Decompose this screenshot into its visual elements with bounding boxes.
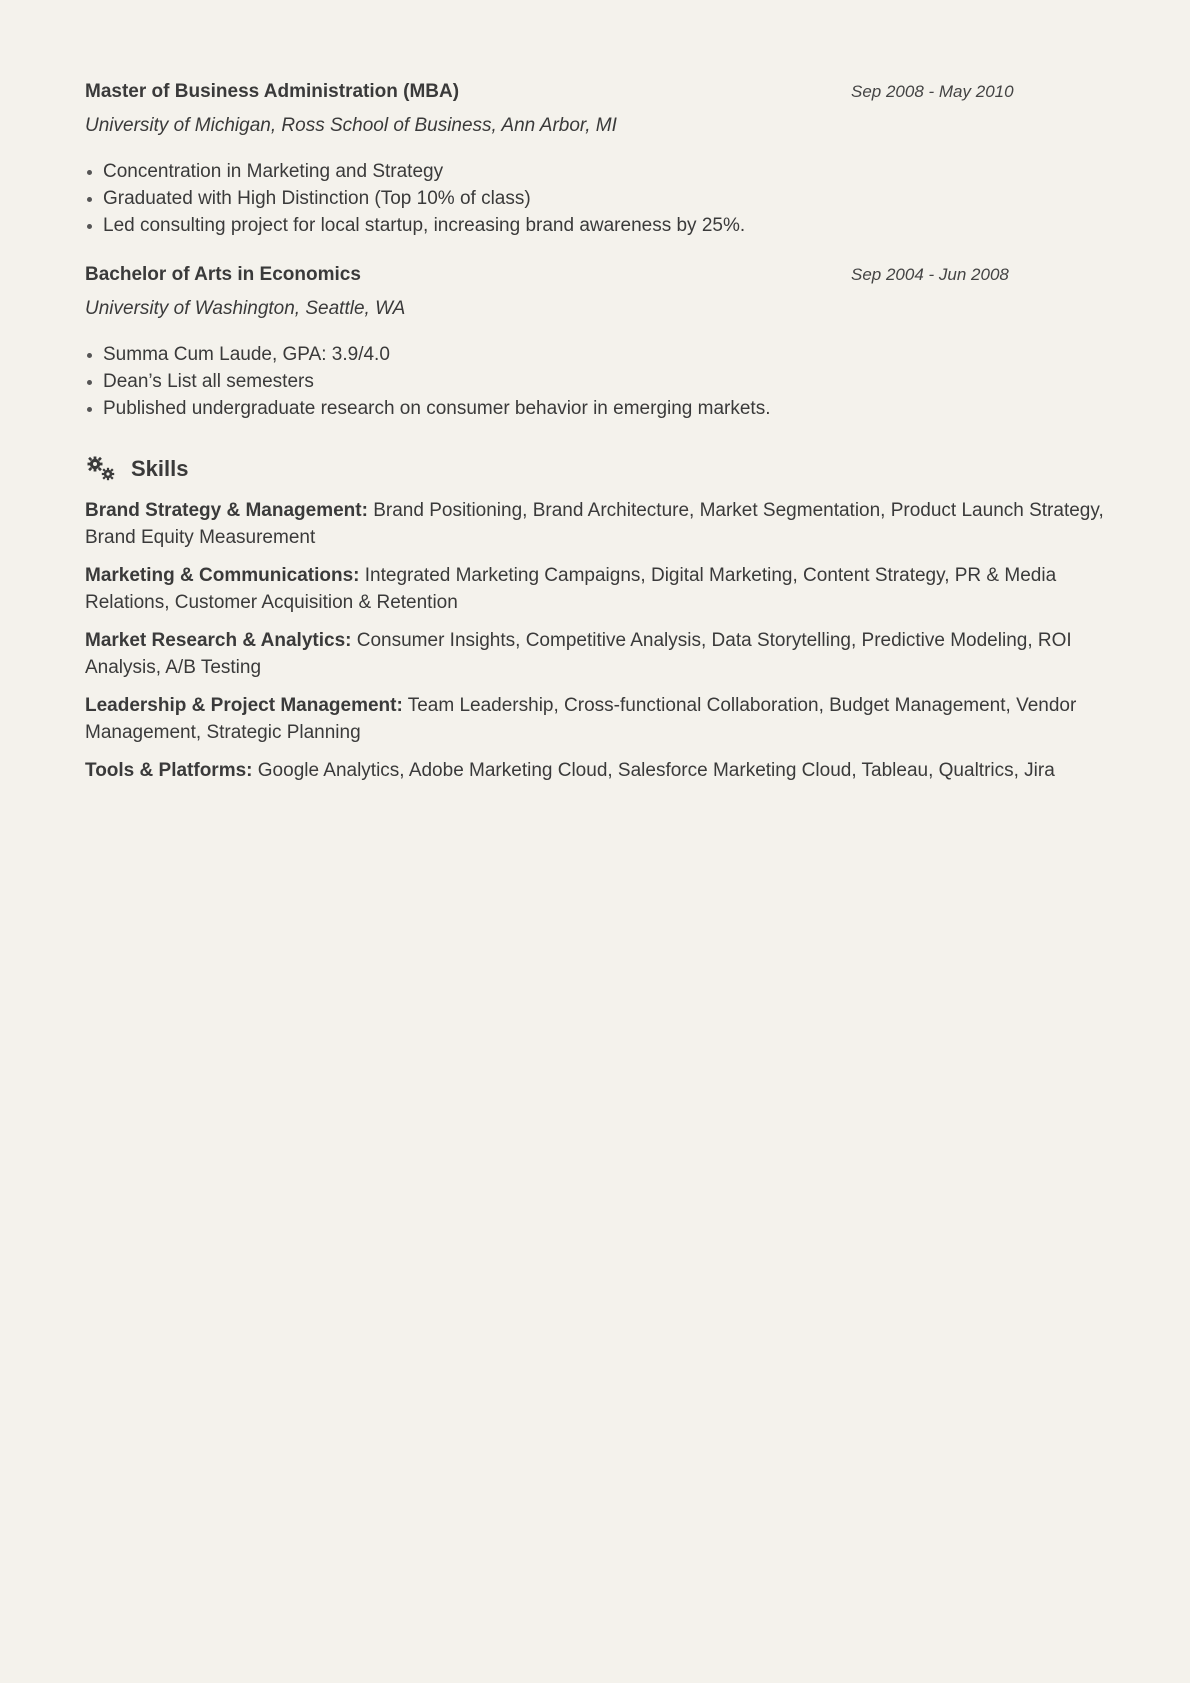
skill-category-text: Team Leadership, Cross-functional Collaboration, Budget Management, Vendor Management, Strategic Planning [85, 695, 1077, 743]
education-highlights [85, 158, 1105, 239]
education-entry-header [85, 78, 1105, 106]
gears-icon [85, 455, 117, 483]
skill-category-text: Brand Positioning, Brand Architecture, Market Segmentation, Product Launch Strategy, Brand Equity Measurement [85, 500, 1104, 548]
education-entry-ba [85, 261, 1105, 422]
education-entry-mba [85, 78, 1105, 239]
list-item: Dean’s List all semesters [103, 368, 1105, 395]
school-name: University of Washington, Seattle, WA [85, 298, 406, 319]
list-item: Published undergraduate research on consumer behavior in emerging markets. [103, 395, 1105, 422]
degree-dates: Sep 2004 - Jun 2008 [851, 265, 1009, 284]
education-section [85, 78, 1105, 422]
skill-category-text: Integrated Marketing Campaigns, Digital Marketing, Content Strategy, PR & Media Relations, Customer Acquisition & Retention [85, 565, 1057, 613]
skill-category-label: Marketing & Communications: [85, 565, 360, 586]
skill-category-text: Google Analytics, Adobe Marketing Cloud, Salesforce Marketing Cloud, Tableau, Qualtrics, Jira [257, 760, 1055, 781]
list-item: Led consulting project for local startup, increasing brand awareness by 25%. [103, 212, 1105, 239]
skills-section [85, 452, 1105, 784]
list-item: Graduated with High Distinction (Top 10% of class) [103, 185, 1105, 212]
list-item: Summa Cum Laude, GPA: 3.9/4.0 [103, 341, 1105, 368]
skill-category-text: Consumer Insights, Competitive Analysis, Data Storytelling, Predictive Modeling, ROI Analysis, A/B Testing [85, 630, 1072, 678]
skill-row-leadership [85, 692, 1105, 746]
skill-category-label: Market Research & Analytics: [85, 630, 352, 651]
degree-title: Bachelor of Arts in Economics [85, 264, 361, 285]
education-entry-header [85, 261, 1105, 289]
skills-title: Skills [131, 456, 189, 481]
degree-dates: Sep 2008 - May 2010 [851, 82, 1014, 101]
degree-title: Master of Business Administration (MBA) [85, 81, 460, 102]
list-item: Concentration in Marketing and Strategy [103, 158, 1105, 185]
skill-row-tools [85, 757, 1105, 784]
skill-row-market-research [85, 627, 1105, 681]
skills-heading [85, 452, 1105, 486]
skill-category-label: Brand Strategy & Management: [85, 500, 368, 521]
school-name: University of Michigan, Ross School of Business, Ann Arbor, MI [85, 115, 617, 136]
skill-row-brand-strategy [85, 497, 1105, 551]
education-highlights [85, 341, 1105, 422]
skill-row-marketing-communications [85, 562, 1105, 616]
skill-category-label: Tools & Platforms: [85, 760, 253, 781]
skill-category-label: Leadership & Project Management: [85, 695, 403, 716]
resume-page [85, 78, 1105, 784]
